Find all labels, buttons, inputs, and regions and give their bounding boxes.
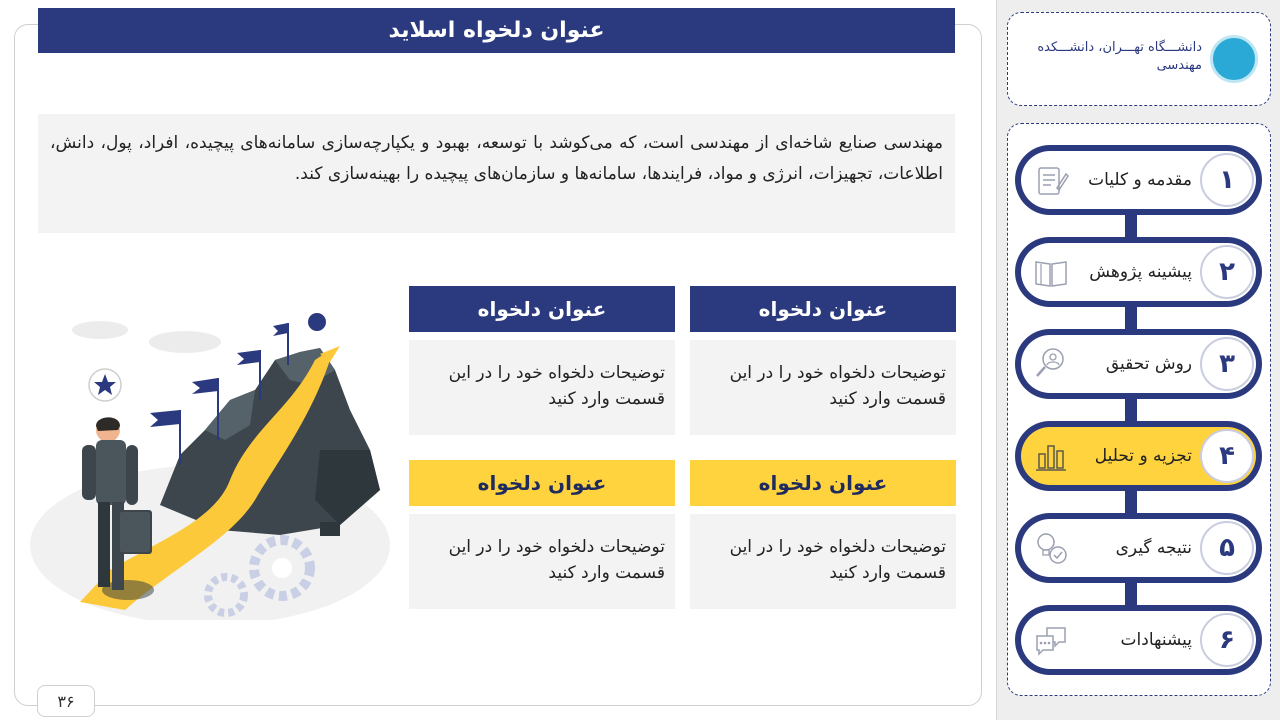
box-1-heading-text: عنوان دلخواه (758, 297, 888, 321)
slide-title (38, 8, 955, 53)
nav-number: ۶ (1200, 613, 1254, 667)
nav-item-methodology[interactable] (1015, 329, 1262, 399)
page-number-text: ۳۶ (57, 691, 75, 711)
nav-number: ۳ (1200, 337, 1254, 391)
book-icon (1033, 254, 1069, 290)
page-number (37, 685, 95, 717)
box-3-heading (690, 460, 956, 506)
box-4-heading (409, 460, 675, 506)
career-path-illustration (30, 290, 400, 620)
nav-item-recommendations[interactable] (1015, 605, 1262, 675)
nav-item-conclusion[interactable] (1015, 513, 1262, 583)
slide-title-text: عنوان دلخواه اسلاید (388, 18, 605, 43)
nav-label: پیشینه پژوهش (1089, 262, 1192, 282)
box-1-body: توضیحات دلخواه خود را در این قسمت وارد کنید (690, 340, 956, 435)
box-4-body: توضیحات دلخواه خود را در این قسمت وارد کنید (409, 514, 675, 609)
nav-item-introduction[interactable] (1015, 145, 1262, 215)
nav-label: روش تحقیق (1105, 354, 1192, 374)
search-person-icon (1033, 346, 1069, 382)
nav-item-literature[interactable] (1015, 237, 1262, 307)
nav-item-analysis[interactable] (1015, 421, 1262, 491)
box-3-heading-text: عنوان دلخواه (758, 471, 888, 495)
document-edit-icon (1033, 162, 1069, 198)
chat-bubbles-icon (1033, 622, 1069, 658)
nav-label: نتیجه گیری (1115, 538, 1192, 558)
box-3-body: توضیحات دلخواه خود را در این قسمت وارد کنید (690, 514, 956, 609)
nav-label: مقدمه و کلیات (1088, 170, 1192, 190)
university-name: دانشـــگاه تهـــران، دانشـــکده مهندسی (1037, 40, 1202, 73)
box-2-body: توضیحات دلخواه خود را در این قسمت وارد کنید (409, 340, 675, 435)
nav-number: ۵ (1200, 521, 1254, 575)
nav-number: ۲ (1200, 245, 1254, 299)
box-2-heading (409, 286, 675, 332)
box-2-heading-text: عنوان دلخواه (477, 297, 607, 321)
nav-label: پیشنهادات (1120, 630, 1192, 650)
box-1-heading (690, 286, 956, 332)
lightbulb-check-icon (1033, 530, 1069, 566)
box-4-heading-text: عنوان دلخواه (477, 471, 607, 495)
intro-paragraph: مهندسی صنایع شاخه‌ای از مهندسی است، که می‌کوشد با توسعه، بهبود و یکپارچه‌سازی سامانه‌های پیچیده، افراد، پول، دانش، اطلاعات، تجهیزات، انرژی و مواد، فرایندها، سامانه‌ها و سازمان‌های پیچیده را بهینه‌سازی کند. (38, 114, 955, 233)
nav-number: ۱ (1200, 153, 1254, 207)
nav-label: تجزیه و تحلیل (1094, 446, 1192, 466)
nav-number: ۴ (1200, 429, 1254, 483)
university-card (1007, 12, 1271, 106)
university-logo (1210, 35, 1258, 83)
bar-chart-icon (1033, 438, 1069, 474)
